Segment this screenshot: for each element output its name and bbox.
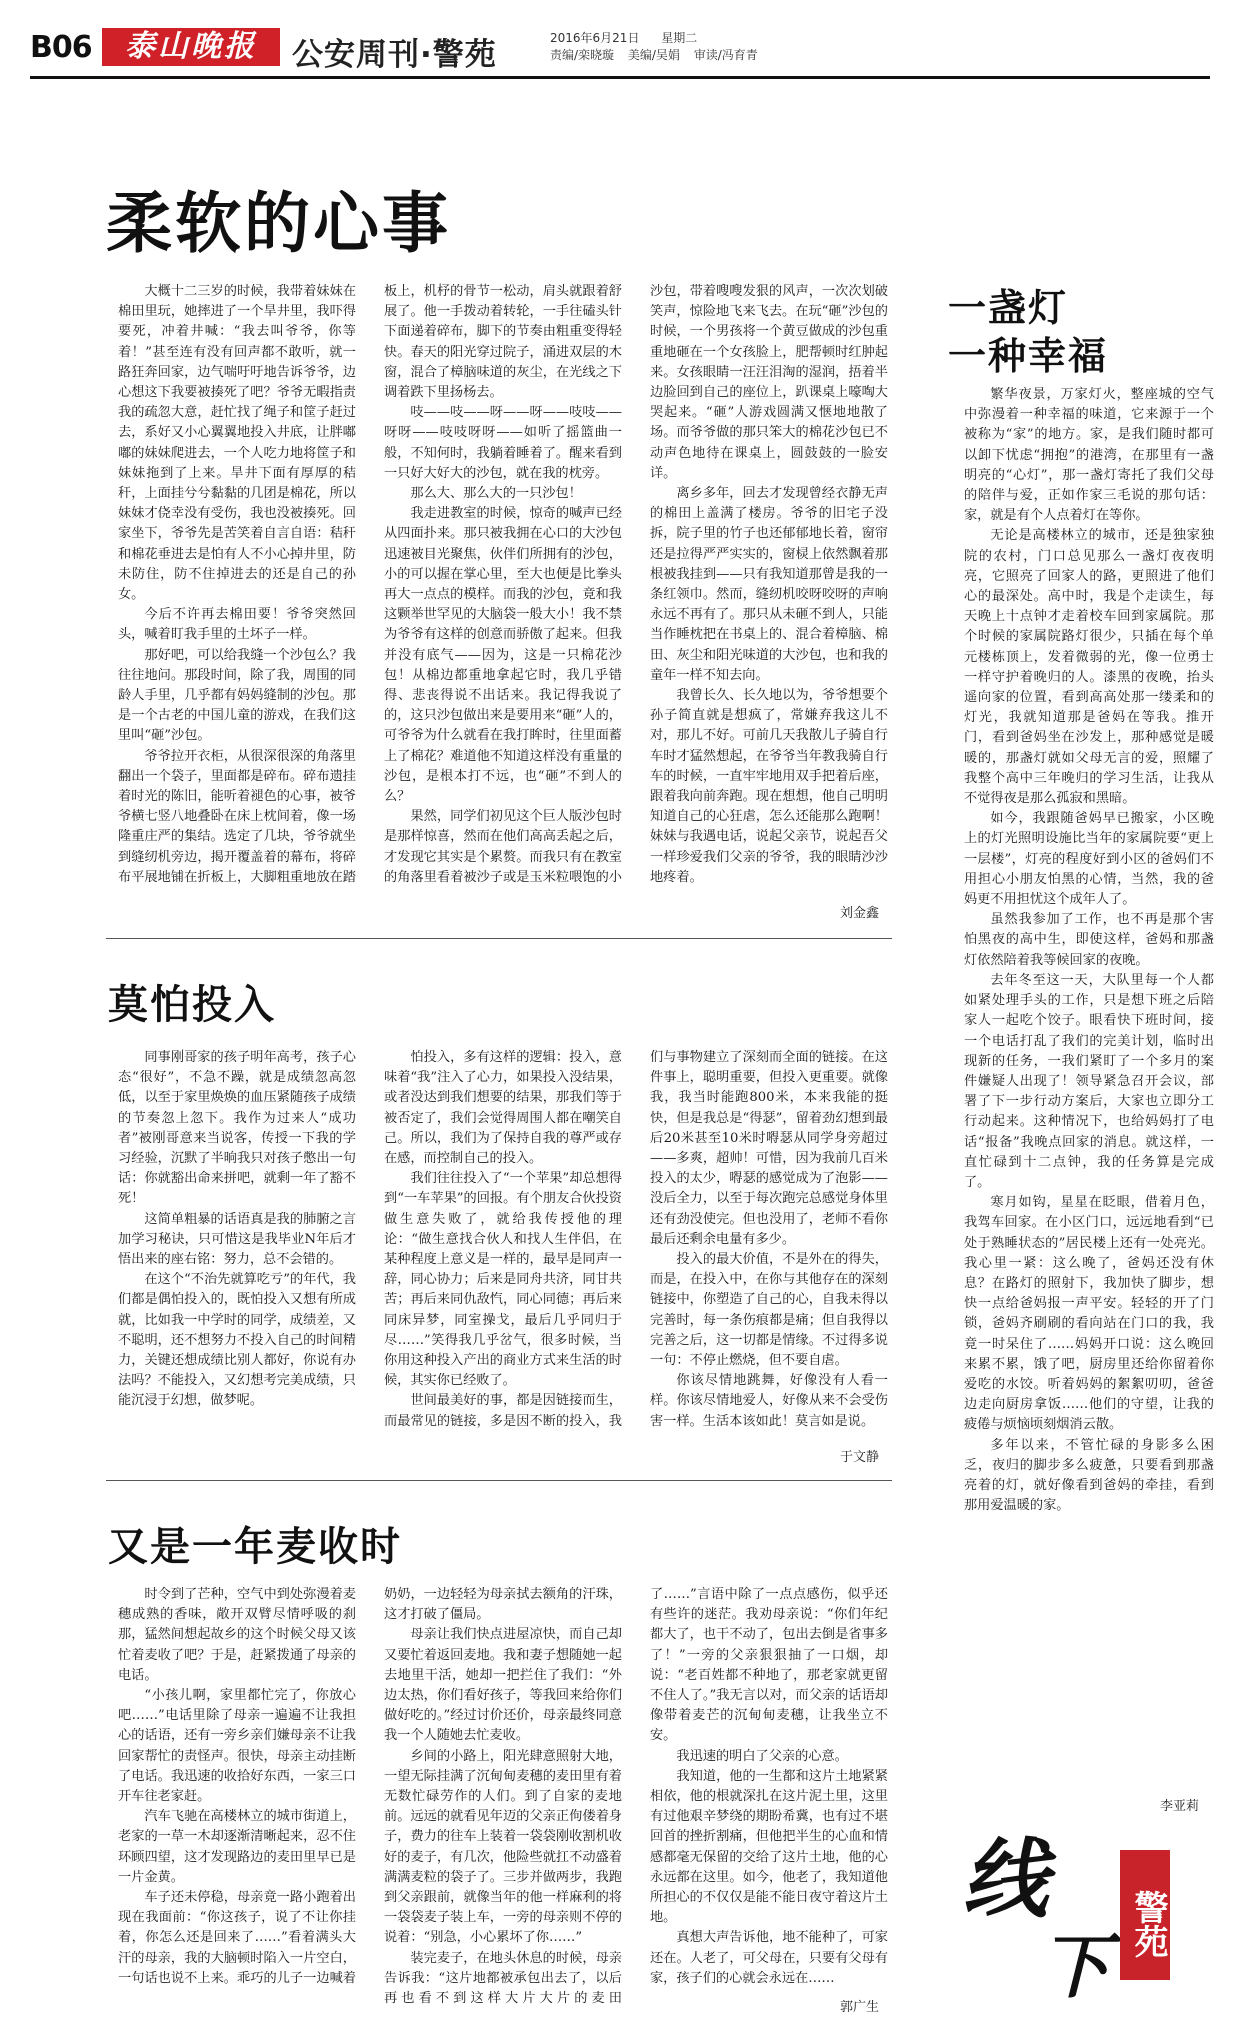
- article-paragraph: 我迅速的明白了父亲的心意。: [676, 1748, 848, 1764]
- article-paragraph: 车子还未停稳，母亲竟一路小跑着出现在我面前：“你这孩子，说了不让你挂着，你怎么还是回来了……”看着满头大汗的母亲，我的大脑顿时陷入一片空白，一句话也说不上来。乖巧的儿子一边喊着奶奶，一边轻轻为母亲拭去额角的汗珠，这才打破了僵局。: [118, 1587, 622, 1986]
- masthead: [30, 26, 1210, 73]
- article-paragraph: 母亲让我们快点进屋凉快，而自己却又要忙着返回麦地。我和妻子想随她一起去地里干活，她却一把拦住了我们：“外边太热，你们看好孩子，等我回来给你们做好吃的。”经过讨价还价，母亲最终同意我一个人随她去忙麦收。: [384, 1627, 622, 1744]
- article-paragraph: 寒月如钩，星星在眨眼，借着月色，我驾车回家。在小区门口，远远地看到“已处于熟睡状态的”居民楼上还有一处亮光。我心里一紧：这么晚了，爸妈还没有休息？在路灯的照射下，我加快了脚步，想快一点给爸妈报一声平安。轻轻的开了门锁，爸妈齐刷刷的看向站在门口的我，我竟一时呆住了……妈妈开口说：这么晚回来累不累，饿了吧，厨房里还给你留着你爱吃的水饺。听着妈妈的絮絮叨叨，爸爸边走向厨房拿饭……他们的守望，让我的疲倦与烦恼顷刻烟消云散。: [964, 1195, 1214, 1433]
- article-paragraph: 吱——吱——呀——呀——吱吱——呀呀——吱吱呀呀——如听了摇篮曲一般，不知何时，我躺着睡着了。醒来看到一只好大好大的沙包，就在我的枕旁。: [384, 405, 622, 481]
- article-paragraph: 果然，同学们初见这个巨人版沙包时是那样惊喜，然而在他们高高丢起之后，才发现它其实是个累赘。而我只有在教室的角落里看着被沙子或是玉米粒喂饱的小沙包，带着嗖嗖发狠的风声，一次次划破笑声，惊险地飞来飞去。在玩“砸”沙包的时候，一个男孩将一个黄豆做成的沙包重重地砸在一个女孩脸上，肥帮顿时红肿起来。女孩眼睛一汪汪泪淘的湿润，捂着半边脸回到自己的座位上，趴课桌上嚎啕大哭起来。“砸”人游戏圆满又惬地地散了场。而爷爷做的那只笨大的棉花沙包已不动声色地待在课桌上，圆鼓鼓的一脸安详。: [384, 284, 888, 885]
- article-paragraph: 多年以来，不管忙碌的身影多么困乏，夜归的脚步多么疲惫，只要看到那盏亮着的灯，就好像看到爸妈的牵挂，看到那用爱温暖的家。: [964, 1437, 1214, 1514]
- article-paragraph: 怕投入，多有这样的逻辑：投入，意味着“我”注入了心力，如果投入没结果，或者没达到我们想要的结果，那我们等于被否定了，我们会觉得周围人都在嘲笑自己。所以，我们为了保持自我的尊严或存在感，而控制自己的投入。: [384, 1050, 622, 1167]
- section-divider: [106, 938, 892, 939]
- article-paragraph: 离乡多年，回去才发现曾经衣静无声的棉田上盖满了楼房。爷爷的旧宅子没拆，院子里的竹子也还郁郁地长着，窗帘还是拉得严严实实的，窗棂上依然飘着那根被我挂到——只有我知道那曾是我的一条红领巾。然而，缝纫机咬呀咬呀的声响永远不再有了。那只从未砸不到人，只能当作睡枕把在书桌上的、混合着樟脑、棉田、灰尘和阳光味道的大沙包，也和我的童年一样不知去向。: [650, 486, 888, 683]
- issue-date: 2016年6月21日: [550, 31, 640, 45]
- column-seal: 警苑: [1120, 1850, 1170, 1980]
- article-title-line-1: 一盏灯: [948, 286, 1069, 330]
- article-paragraph: 如今，我跟随爸妈早已搬家，小区晚上的灯光照明设施比当年的家属院要“更上一层楼”，灯亮的程度好到小区的爸妈们不用担心小朋友怕黑的心情，当然，我的爸妈更不用担忧这个成年人了。: [964, 811, 1214, 908]
- article-paragraph: 无论是高楼林立的城市，还是独家独院的农村，门口总见那么一盏灯夜夜明亮，它照亮了回家人的路，更照进了他们心的最深处。高中时，我是个走读生，每天晚上十点钟才走着校车回到家属院。那个时候的家属院路灯很少，只插在每个单元楼栋顶上，发着微弱的光，像一位勇士一样守护着晚归的人。漆黑的夜晚，抬头遥向家的位置，看到高高处那一缕柔和的灯光，我就知道那是爸妈在等我。推开门，看到爸妈坐在沙发上，那种感觉是暖暖的，那盏灯就如父母无言的爱，照耀了我整个高中三年晚归的学习生活，让我从不觉得夜是那么孤寂和黑暗。: [964, 528, 1214, 807]
- section-divider: [106, 1480, 892, 1481]
- article-title-line-2: 一种幸福: [948, 334, 1109, 378]
- article-paragraph: 装完麦子，在地头休息的时候，母亲告诉我：“这片地都被承包出去了，以后再也看不到这样大片大片的麦田了……”言语中除了一点点感伤，似乎还有些许的迷茫。我劝母亲说：“你们年纪都大了，也干不动了，包出去倒是省事多了！”一旁的父亲狠狠抽了一口烟，却说：“老百姓都不种地了，那老家就更留不住人了。”我无言以对，而父亲的话语却像带着麦芒的沉甸甸麦穗，让我坐立不安。: [384, 1587, 888, 2007]
- column-logo: [962, 1829, 1212, 2010]
- article-title-soft-heart: 柔软的心事: [106, 185, 451, 262]
- article-paragraph: 你该尽情地跳舞，好像没有人看一样。你该尽情地爱人，好像从来不会受伤害一样。生活本该如此！莫言如是说。: [650, 1373, 888, 1429]
- article-byline-soft-heart: 刘金鑫: [840, 906, 880, 921]
- article-paragraph: “小孩儿啊，家里都忙完了，你放心吧……”电话里除了母亲一遍遍不让我担心的话语，还有一旁乡亲们嫌母亲不让我回家帮忙的责怪声。很快，母亲主动挂断了电话。我迅速的收拾好东西，一家三口开车往老家赶。: [118, 1688, 356, 1805]
- article-paragraph: 我走进教室的时候，惊奇的喊声已经从四面扑来。那只被我拥在心口的大沙包迅速被目光聚焦，伙伴们所拥有的沙包，小的可以握在掌心里，至大也便是比拳头再大一点点的模样。而我的沙包，竟和我这颗举世罕见的大脑袋一般大小！我不禁为爷爷有这样的创意而骄傲了起来。但我并没有底气——因为，这是一只棉花沙包！从棉边都重地拿起它时，我几乎错得、悲丧得说不出话来。我记得我说了的，这只沙包做出来是要用来“砸”人的，可爷爷为什么就看在我打眸时，往里面蓄上了棉花？难道他不知道这样没有重量的沙包，是根本打不远，也“砸”不到人的么？: [384, 506, 622, 805]
- section-title: 公安周刊·警苑: [292, 37, 497, 73]
- article-paragraph: 投入的最大价值，不是外在的得失，而是，在投入中，在你与其他存在的深刻链接中，你塑造了自己的心，自我未得以完善时，每一条伤痕都是痛；但自我得以完善之后，这一切都是情缘。不过得多说一句：不停止燃烧，但不要自虐。: [650, 1252, 888, 1369]
- article-paragraph: 大概十二三岁的时候，我带着妹妹在棉田里玩，她摔进了一个旱井里，我吓得要死，冲着井喊：“我去叫爷爷，你等着！”甚至连有没有回声都不敢听，就一路狂奔回家，边气喘吁吁地告诉爷爷，边心想这下我要被揍死了吧？爷爷无暇指责我的疏忽大意，赶忙找了绳子和筐子赶过去，系好又小心翼翼地投入井底，让胖嘟嘟的妹妹爬进去，一个人吃力地将筐子和妹妹拖到了上来。旱井下面有厚厚的秸秆，上面挂兮兮黏黏的几团是棉花，所以妹妹才侥幸没有受伤，我也没被揍死。回家坐下，爷爷先是苦笑着自言自语：秸秆和棉花垂进去是怕有人不小心掉井里，防未防住，防不住掉进去的还是自己的孙女。: [118, 284, 356, 603]
- article-paragraph: 真想大声告诉他，地不能种了，可家还在。人老了，可父母在，只要有父母有家，孩子们的心就会永远在……: [650, 1930, 888, 1986]
- issue-meta: [550, 30, 768, 64]
- article-paragraph: 今后不许再去棉田要！爷爷突然回头，喊着盯我手里的土坏子一样。: [118, 607, 356, 643]
- article-paragraph: 乡间的小路上，阳光肆意照射大地，一望无际挂满了沉甸甸麦穗的麦田里有着无数忙碌劳作的人们。到了自家的麦地前。远远的就看见年迈的父亲正佝偻着身子，费力的往车上装着一袋袋刚收割机收好的麦子，有几次，他险些就扛不动盛着满满麦粒的袋子了。三步并做两步，我跑到父亲跟前，就像当年的他一样麻利的将一袋袋麦子装上车，一旁的母亲则不停的说着：“别急，小心累坏了你……”: [384, 1748, 622, 1946]
- article-title-one-lamp: [948, 284, 1108, 380]
- proofreader-credit: 审读/冯育青: [693, 48, 758, 62]
- article-paragraph: 在这个“不治先就算吃亏”的年代，我们都是偶怕投入的，既怕投入又想有所成就，比如我一中学时的同学，成绩差，又不聪明，还不想努力不投入自己的时间精力，关键还想成绩比别人都好，你说有办法吗？不能投入，又幻想考完美成绩，只能沉浸于幻想，做梦呢。: [118, 1272, 356, 1409]
- article-title-wheat-harvest: 又是一年麦收时: [108, 1524, 402, 1570]
- art-editor-credit: 美编/吴娟: [627, 48, 680, 62]
- editor-credit: 责编/栾晓璇: [550, 48, 615, 62]
- article-body-one-lamp: [964, 385, 1214, 1780]
- article-paragraph: 去年冬至这一天，大队里每一个人都如紧处理手头的工作，只是想下班之后陪家人一起吃个饺子。眼看快下班时间，接一个电话打乱了我们的完美计划，临时出现新的任务，一我们紧盯了一个多月的案件嫌疑人出现了！领导紧急召开会议，部署了下一步行动方案后，大家也立即分工行动起来。这种情况下，也给妈妈打了电话“报备”我晚点回家的消息。就这样，一直忙碌到十二点钟，我的任务算是完成了。: [964, 972, 1214, 1190]
- article-body-fear-not: [118, 1048, 888, 1466]
- masthead-rule: [30, 76, 1210, 79]
- article-title-fear-not: 莫怕投入: [108, 982, 276, 1028]
- calligraphy-mark-2: 下: [1040, 1925, 1110, 2008]
- article-body-wheat-harvest: [118, 1585, 888, 2015]
- article-paragraph: 虽然我参加了工作，也不再是那个害怕黑夜的高中生，即使这样，爸妈和那盏灯依然陪着我等候回家的夜晚。: [964, 912, 1214, 968]
- article-paragraph: 爷爷拉开衣柜，从很深很深的角落里翻出一个袋子，里面都是碎布。碎布遗挂着时光的陈旧，能听着褪色的心事，被爷爷横七竖八地叠卧在床上枕间着，像一场隆重庄严的集结。选定了几块，爷爷就坐到缝纫机旁边，揭开覆盖着的幕布，将碎布平展地铺在折板上，大脚粗重地放在踏板上，机杼的骨节一松动，肩头就跟着舒展了。他一手拨动着转轮，一手往磕头针下面递着碎布，脚下的节奏由粗重变得轻快。春天的阳光穿过院子，涌进双层的木窗，混合了樟脑味道的灰尘，在光线之下调着跌下里扬杨去。: [118, 284, 622, 885]
- page-number: B06: [30, 30, 92, 65]
- article-paragraph: 我们往往投入了“一个苹果”却总想得到“一车苹果”的回报。有个朋友合伙投资做生意失败了，就给我传授他的理论：“做生意找合伙人和找人生伴侣，在某种程度上意义是一样的，最早是同声一辞，同心协力；后来是同舟共济，同甘共苦；再后来同仇敌忾，同心同德；再后来同床异梦，同室操戈，最后几乎同归于尽……”笑得我几乎岔气，很多时候，当你用这种投入产出的商业方式来生活的时候，其实你已经败了。: [384, 1171, 622, 1389]
- calligraphy-mark-1: 线: [962, 1829, 1048, 1930]
- article-paragraph: 那么大、那么大的一只沙包！: [410, 486, 582, 502]
- article-paragraph: 这简单粗暴的话语真是我的肺腑之言加学习秘诀，只可惜这是我毕业N年后才悟出来的座右铭：努力，总不会错的。: [118, 1211, 356, 1268]
- article-byline-fear-not: 于文静: [840, 1450, 880, 1465]
- article-paragraph: 我曾长久、长久地以为，爷爷想要个孙子简直就是想疯了，常嫌弃我这儿不对，那儿不好。可前几天我散儿子骑自行车时才猛然想起，在爷爷当年教我骑自行车的时候，一直牢牢地用双手把着后座，跟着我向前奔跑。现在想想，他自己明明知道自己的心狂虐，怎么还能那么跑啊！妹妹与我遇电话，说起父亲节，说起吾父一样珍爱我们父亲的爷爷，我的眼睛沙沙地疼着。: [650, 688, 888, 885]
- issue-weekday: 星期二: [661, 31, 698, 45]
- article-byline-wheat-harvest: 郭广生: [840, 2000, 880, 2015]
- article-paragraph: 汽车飞驰在高楼林立的城市街道上，老家的一草一木却逐渐清晰起来，忍不住环顾四望，这才发现路边的麦田里早已是一片金黄。: [118, 1809, 356, 1885]
- article-paragraph: 世间最美好的事，都是因链接而生，而最常见的链接，多是因不断的投入，我们与事物建立了深刻而全面的链接。在这件事上，聪明重要，但投入更重要。就像我，我当时能跑800米，本来我能的挺快，但是我总是“得瑟”，留着劲幻想到最后20米甚至10米时嘚瑟从同学身旁超过——多爽，超帅！可惜，因为我前几百米投入的太少，嘚瑟的感觉成为了泡影——没后全力，以至于每次跑完总感觉身体里还有劲没使完。但也没用了，老师不看你最后还剩余电量有多少。: [384, 1050, 888, 1429]
- article-paragraph: 同事刚哥家的孩子明年高考，孩子心态“很好”，不急不躁，就是成绩忽高忽低，以至于家里焕焕的血压紧随孩子成绩的节奏忽上忽下。我作为过来人“成功者”被刚哥意来当说客，传授一下我的学习经验，沉默了半晌我只对孩子憋出一句话：你就豁出命来拼吧，就剩一年了豁不死！: [118, 1050, 356, 1207]
- article-body-soft-heart: [118, 282, 888, 922]
- article-paragraph: 我知道，他的一生都和这片土地紧紧相依，他的根就深扎在这片泥土里，这里有过他艰辛梦绕的期盼希冀，也有过不堪回首的挫折割痛，但他把半生的心血和情感都毫无保留的交给了这片土地，他的心永远都在这里。如今，他老了，我知道他所担心的不仅仅是能不能日夜守着这片土地。: [650, 1768, 888, 1926]
- article-byline-one-lamp: 李亚莉: [1160, 1799, 1200, 1814]
- article-paragraph: 繁华夜景，万家灯火，整座城的空气中弥漫着一种幸福的味道，它来源于一个被称为“家”的地方。家，是我们随时都可以卸下忧虑“拥抱”的港湾，在那里有一盏明亮的“心灯”，那一盏灯寄托了我们父母的陪伴与爱，正如作家三毛说的那句话：家，就是有个人点着灯在等你。: [964, 387, 1214, 524]
- article-paragraph: 时令到了芒种，空气中到处弥漫着麦穗成熟的香味，敞开双臂尽情呼吸的刹那，猛然间想起故乡的这个时候父母又该忙着麦收了吧？于是，赶紧拨通了母亲的电话。: [118, 1587, 356, 1683]
- article-paragraph: 那好吧，可以给我缝一个沙包么？我往往地问。那段时间，除了我，周围的同龄人手里，几乎都有妈妈缝制的沙包。那是一个古老的中国儿童的游戏，在我们这里叫“砸”沙包。: [118, 647, 356, 744]
- newspaper-logo: 泰山晚报: [102, 28, 280, 66]
